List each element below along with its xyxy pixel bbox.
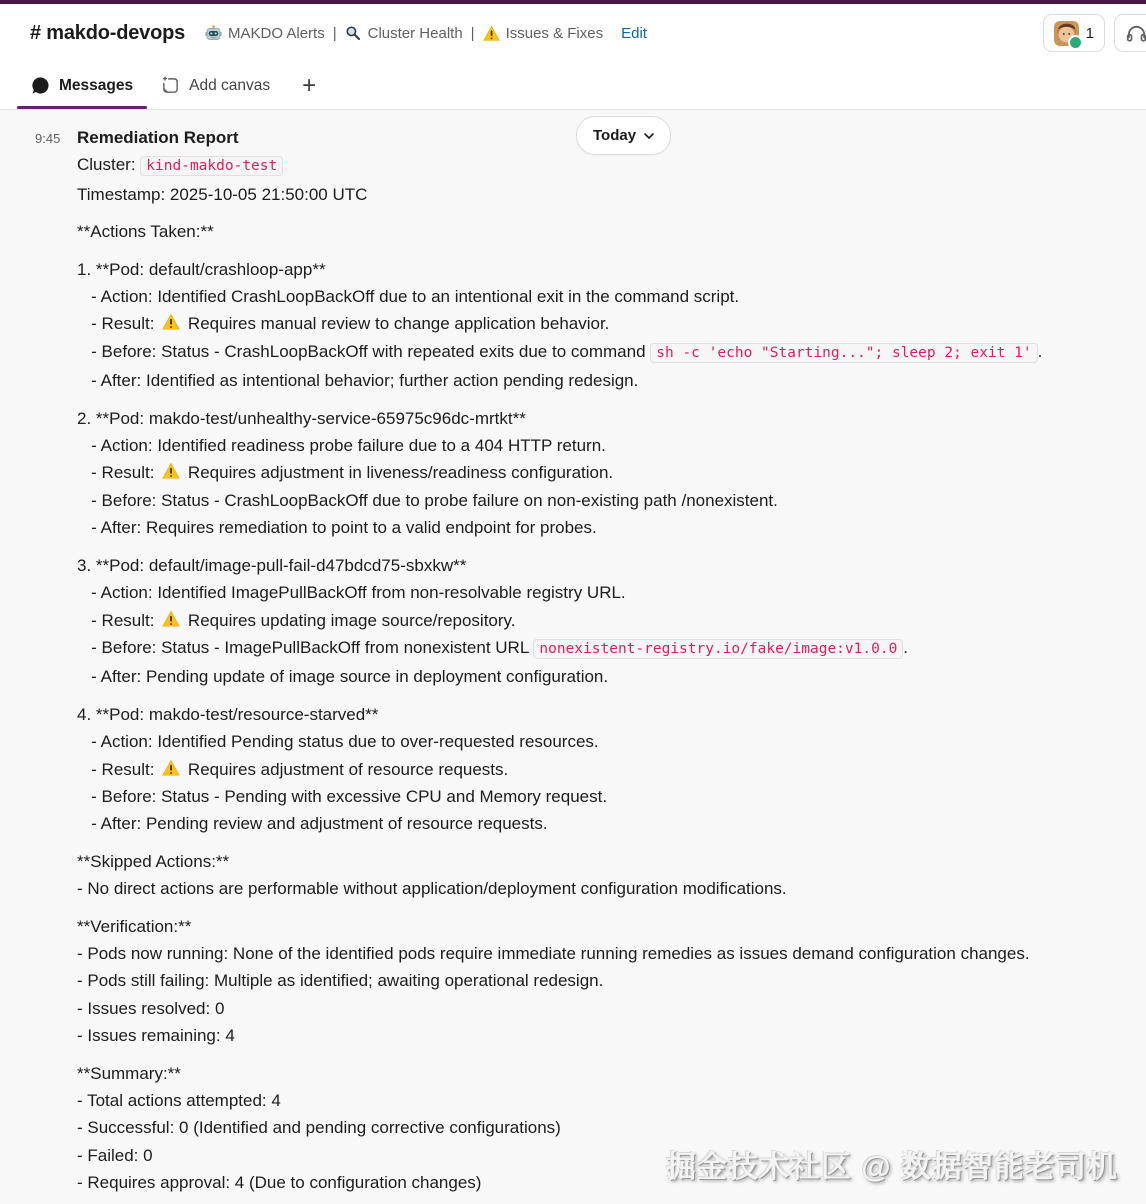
huddle-button[interactable] [1114, 14, 1146, 52]
message-text: Requires updating image source/repository. [183, 610, 516, 630]
message-line [77, 432, 1128, 459]
message-line [77, 728, 1128, 755]
warning-emoji [161, 610, 181, 628]
message-line [77, 607, 1128, 634]
topic-segment-label: Issues & Fixes [505, 24, 604, 42]
message-paragraph [77, 913, 1128, 1050]
message-text: - Result: [77, 314, 160, 334]
edit-topic-link[interactable]: Edit [621, 24, 647, 42]
message-paragraph [77, 124, 1128, 208]
message-text: . [1037, 341, 1043, 361]
tab-messages[interactable] [17, 62, 147, 109]
message-text: - Pods now running: None of the identified pods require immediate running remedies as issues demand configuration changes. [77, 943, 1030, 963]
message-line [77, 218, 1128, 245]
message-text: - Before: Status - ImagePullBackOff from nonexistent URL [77, 637, 534, 657]
message-text: - After: Pending update of image source in deployment configuration. [77, 667, 609, 687]
message-line [77, 1060, 1128, 1087]
message-line [77, 701, 1128, 728]
message-paragraph [77, 848, 1128, 903]
message-paragraph [77, 701, 1128, 838]
message-line [77, 1022, 1128, 1049]
chat-bubble-icon [31, 76, 50, 95]
message-text: Timestamp: 2025-10-05 21:50:00 UTC [77, 184, 368, 204]
inline-code: kind-makdo-test [140, 156, 283, 176]
message-text: - Action: Identified ImagePullBackOff from non-resolvable registry URL. [77, 583, 626, 603]
message-text: Requires adjustment in liveness/readiness configuration. [183, 463, 614, 483]
canvas-icon [161, 76, 180, 95]
message-text: - Action: Identified readiness probe failure due to a 404 HTTP return. [77, 436, 606, 456]
tab-label: Add canvas [189, 76, 271, 94]
message-text: - Failed: 0 [77, 1145, 153, 1165]
message-line [77, 1087, 1128, 1114]
message-text: - Before: Status - CrashLoopBackOff due to probe failure on non-existing path /nonexistent. [77, 490, 778, 510]
message-line [77, 967, 1128, 994]
message-line [77, 459, 1128, 486]
message-line [77, 1114, 1128, 1141]
message-line [77, 913, 1128, 940]
warning-emoji [161, 759, 181, 777]
message-text: 4. **Pod: makdo-test/resource-starved** [77, 704, 379, 724]
message-line [77, 367, 1128, 394]
warning-emoji [483, 25, 500, 42]
message-line [77, 783, 1128, 810]
channel-header [0, 4, 1146, 62]
message-text: Requires manual review to change application behavior. [183, 314, 610, 334]
message-line [77, 405, 1128, 432]
date-divider-label: Today [593, 127, 637, 144]
message-text: - Issues resolved: 0 [77, 998, 225, 1018]
message-text: - Issues remaining: 4 [77, 1026, 235, 1046]
message-text: Cluster: [77, 155, 141, 175]
channel-topic[interactable] [205, 25, 647, 42]
message-line [77, 310, 1128, 337]
plus-icon: + [302, 71, 317, 99]
message-text: **Verification:** [77, 916, 192, 936]
tab-add-canvas[interactable] [147, 62, 284, 109]
channel-name[interactable]: # makdo-devops [30, 21, 186, 44]
magnifier-emoji [345, 25, 362, 42]
message-line [77, 940, 1128, 967]
channel-tabbar [0, 62, 1146, 110]
topic-segment-label: Cluster Health [367, 24, 463, 42]
message-paragraph [77, 405, 1128, 542]
message-line [77, 151, 1128, 180]
message-text: 1. **Pod: default/crashloop-app** [77, 259, 326, 279]
robot-emoji [205, 25, 222, 42]
warning-emoji [161, 462, 181, 480]
message-text: 2. **Pod: makdo-test/unhealthy-service-65975c96dc-mrtkt** [77, 408, 526, 428]
watermark: 掘金技术社区 @ 数据智能老司机 [666, 1151, 1118, 1184]
message-text: Requires adjustment of resource requests. [183, 759, 509, 779]
avatar [1054, 21, 1079, 46]
message-text: - After: Requires remediation to point to a valid endpoint for probes. [77, 518, 597, 538]
headphones-icon [1125, 22, 1146, 45]
message-line [77, 810, 1128, 837]
message-text: - Action: Identified CrashLoopBackOff due to an intentional exit in the command script. [77, 287, 740, 307]
message-line [77, 848, 1128, 875]
message-line [77, 995, 1128, 1022]
tab-label: Messages [59, 76, 134, 94]
message-text: - Action: Identified Pending status due to over-requested resources. [77, 732, 599, 752]
message-text: - After: Identified as intentional behavior; further action pending redesign. [77, 371, 639, 391]
message-text: **Actions Taken:** [77, 222, 214, 242]
message-timestamp[interactable]: 9:45 [35, 131, 61, 146]
presence-dot [1068, 35, 1083, 50]
message-line [77, 875, 1128, 902]
message-paragraph [77, 218, 1128, 245]
message-text: - Before: Status - CrashLoopBackOff with repeated exits due to command [77, 341, 651, 361]
message-text: 3. **Pod: default/image-pull-fail-d47bdcd75-sbxkw** [77, 555, 467, 575]
message-text: . [903, 637, 909, 657]
message-text: - Successful: 0 (Identified and pending corrective configurations) [77, 1118, 561, 1138]
message-line [77, 552, 1128, 579]
window-top-border [0, 0, 1146, 4]
message [0, 110, 1146, 1197]
message-text: **Summary:** [77, 1063, 181, 1083]
message-paragraph [77, 552, 1128, 691]
message-line [77, 579, 1128, 606]
message-line [77, 514, 1128, 541]
message-title: Remediation Report [77, 128, 239, 147]
active-tab-underline [17, 106, 147, 109]
message-line [77, 283, 1128, 310]
message-line [77, 756, 1128, 783]
message-text: - Requires approval: 4 (Due to configuration changes) [77, 1173, 482, 1193]
message-text: - No direct actions are performable without application/deployment configuration modifications. [77, 879, 787, 899]
message-line [77, 663, 1128, 690]
tab-add-new[interactable] [290, 62, 328, 109]
message-text: - Result: [77, 610, 160, 630]
message-line [77, 256, 1128, 283]
message-line [77, 124, 1128, 151]
message-text: - After: Pending review and adjustment of resource requests. [77, 814, 548, 834]
member-count-button[interactable] [1043, 14, 1105, 52]
message-pane [0, 110, 1146, 1204]
header-controls [1043, 14, 1146, 52]
message-body [77, 124, 1128, 1197]
message-text: **Skipped Actions:** [77, 851, 230, 871]
message-text: - Pods still failing: Multiple as identified; awaiting operational redesign. [77, 971, 604, 991]
topic-separator: | [470, 24, 475, 42]
message-line [77, 487, 1128, 514]
message-line [77, 338, 1128, 367]
topic-separator: | [332, 24, 337, 42]
inline-code: sh -c 'echo "Starting..."; sleep 2; exit 1' [650, 343, 1037, 363]
message-text: - Total actions attempted: 4 [77, 1091, 281, 1110]
message-line [77, 634, 1128, 663]
message-paragraph [77, 256, 1128, 395]
warning-emoji [161, 313, 181, 331]
message-text: - Before: Status - Pending with excessive CPU and Memory request. [77, 786, 608, 806]
message-text: - Result: [77, 759, 160, 779]
message-text: - Result: [77, 463, 160, 483]
inline-code: nonexistent-registry.io/fake/image:v1.0.0 [533, 639, 903, 659]
message-line [77, 181, 1128, 208]
member-count: 1 [1085, 24, 1094, 42]
topic-segment-label: MAKDO Alerts [228, 24, 325, 42]
